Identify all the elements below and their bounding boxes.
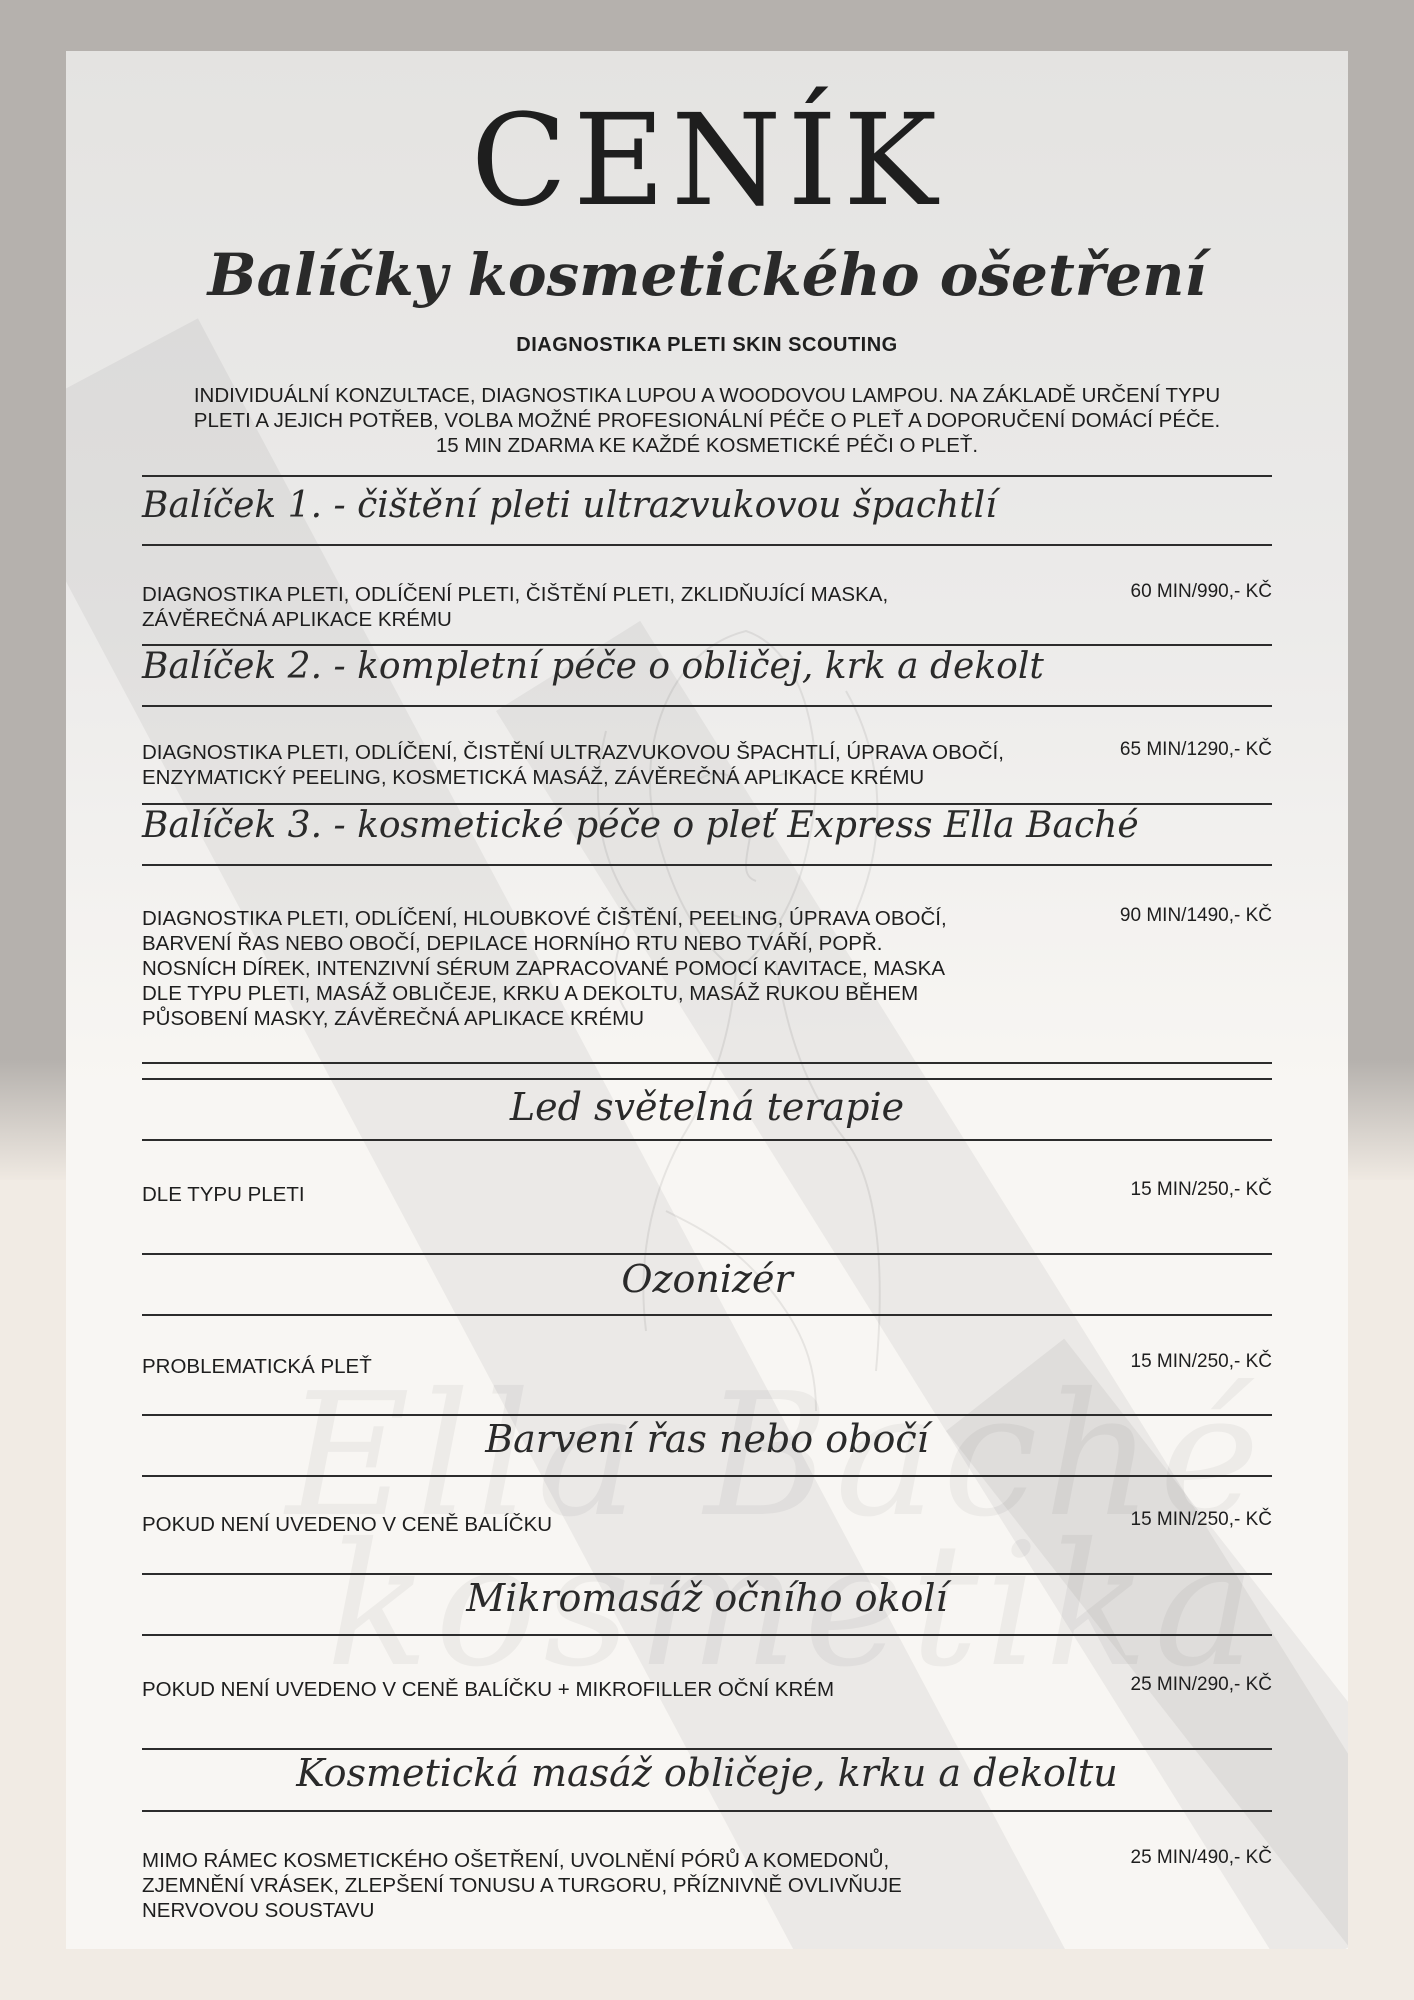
package-2-description: DIAGNOSTIKA PLETI, ODLÍČENÍ, ČISTĚNÍ ULTRAZVUKOVOU ŠPACHTLÍ, ÚPRAVA OBOČÍ, ENZYMATICKÝ PEELING, KOSMETICKÁ MASÁŽ, ZÁVĚREČNÁ APLIKACE KRÉMU xyxy=(142,741,1004,789)
package-2-heading: Balíček 2. - kompletní péče o obličej, krk a dekolt xyxy=(142,646,1044,687)
diagnostics-description: INDIVIDUÁLNÍ KONZULTACE, DIAGNOSTIKA LUPOU A WOODOVOU LAMPOU. NA ZÁKLADĚ URČENÍ TYPU PLETI A JEJICH POTŘEB, VOLBA MOŽNÉ PROFESIONÁLNÍ PÉČE O PLEŤ A DOPORUČENÍ DOMÁCÍ PÉČE. 15 MIN ZDARMA KE KAŽDÉ KOSMETICKÉ PÉČI O PLEŤ. xyxy=(193,384,1221,457)
service-face-massage-heading: Kosmetická masáž obličeje, krku a dekoltu xyxy=(296,1751,1118,1795)
service-ozonizer-description: PROBLEMATICKÁ PLEŤ xyxy=(142,1355,372,1378)
service-tinting-description: POKUD NENÍ UVEDENO V CENĚ BALÍČKU xyxy=(142,1513,553,1536)
divider xyxy=(142,1062,1272,1064)
service-face-massage-price: 25 MIN/490,- KČ xyxy=(1130,1847,1272,1868)
package-1-description: DIAGNOSTIKA PLETI, ODLÍČENÍ PLETI, ČIŠTĚNÍ PLETI, ZKLIDŇUJÍCÍ MASKA, ZÁVĚREČNÁ APLIKACE KRÉMU xyxy=(142,583,889,631)
divider xyxy=(142,1634,1272,1636)
service-led-heading: Led světelná terapie xyxy=(509,1085,905,1129)
divider xyxy=(142,1139,1272,1141)
package-3-description: DIAGNOSTIKA PLETI, ODLÍČENÍ, HLOUBKOVÉ ČIŠTĚNÍ, PEELING, ÚPRAVA OBOČÍ, BARVENÍ ŘAS NEBO OBOČÍ, DEPILACE HORNÍHO RTU NEBO TVÁŘÍ, POPŘ. NOSNÍCH DÍREK, INTENZIVNÍ SÉRUM ZAPRACOVANÉ POMOCÍ KAVITACE, MASKA DLE TYPU PLETI, MASÁŽ OBLIČEJE, KRKU A DEKOLTU, MASÁŽ RUKOU BĚHEM PŮSOBENÍ MASKY, ZÁVĚREČNÁ APLIKACE KRÉMU xyxy=(142,907,947,1030)
package-1-price: 60 MIN/990,- KČ xyxy=(1130,581,1272,602)
service-tinting-heading: Barvení řas nebo obočí xyxy=(485,1417,929,1461)
divider xyxy=(142,1573,1272,1575)
package-3-heading: Balíček 3. - kosmetické péče o pleť Express Ella Baché xyxy=(142,805,1139,846)
divider xyxy=(142,864,1272,866)
service-face-massage-description: MIMO RÁMEC KOSMETICKÉHO OŠETŘENÍ, UVOLNĚNÍ PÓRŮ A KOMEDONŮ, ZJEMNĚNÍ VRÁSEK, ZLEPŠENÍ TONUSU A TURGORU, PŘÍZNIVNĚ OVLIVŇUJE NERVOVOU SOUSTAVU xyxy=(142,1849,902,1922)
price-list-content xyxy=(66,51,1348,1949)
service-eye-massage-price: 25 MIN/290,- KČ xyxy=(1130,1674,1272,1695)
service-eye-massage-heading: Mikromasáž očního okolí xyxy=(466,1576,948,1620)
service-tinting-price: 15 MIN/250,- KČ xyxy=(1130,1509,1272,1530)
service-led-description: DLE TYPU PLETI xyxy=(142,1183,305,1206)
divider xyxy=(142,1414,1272,1416)
divider xyxy=(142,475,1272,477)
service-led-price: 15 MIN/250,- KČ xyxy=(1130,1179,1272,1200)
divider xyxy=(142,1475,1272,1477)
service-ozonizer-heading: Ozonizér xyxy=(621,1257,793,1301)
service-ozonizer-price: 15 MIN/250,- KČ xyxy=(1130,1351,1272,1372)
divider xyxy=(142,705,1272,707)
divider xyxy=(142,1078,1272,1080)
package-1-heading: Balíček 1. - čištění pleti ultrazvukovou špachtlí xyxy=(142,485,997,526)
divider xyxy=(142,1314,1272,1316)
divider xyxy=(142,1810,1272,1812)
package-2-price: 65 MIN/1290,- KČ xyxy=(1119,739,1272,760)
diagnostics-title: DIAGNOSTIKA PLETI SKIN SCOUTING xyxy=(516,334,898,356)
divider xyxy=(142,1748,1272,1750)
page-title: CENÍK xyxy=(470,87,944,234)
page-subtitle: Balíčky kosmetického ošetření xyxy=(207,241,1207,309)
package-3-price: 90 MIN/1490,- KČ xyxy=(1119,905,1272,926)
divider xyxy=(142,1253,1272,1255)
price-list-page xyxy=(66,51,1348,1949)
service-eye-massage-description: POKUD NENÍ UVEDENO V CENĚ BALÍČKU + MIKROFILLER OČNÍ KRÉM xyxy=(142,1678,835,1701)
divider xyxy=(142,544,1272,546)
